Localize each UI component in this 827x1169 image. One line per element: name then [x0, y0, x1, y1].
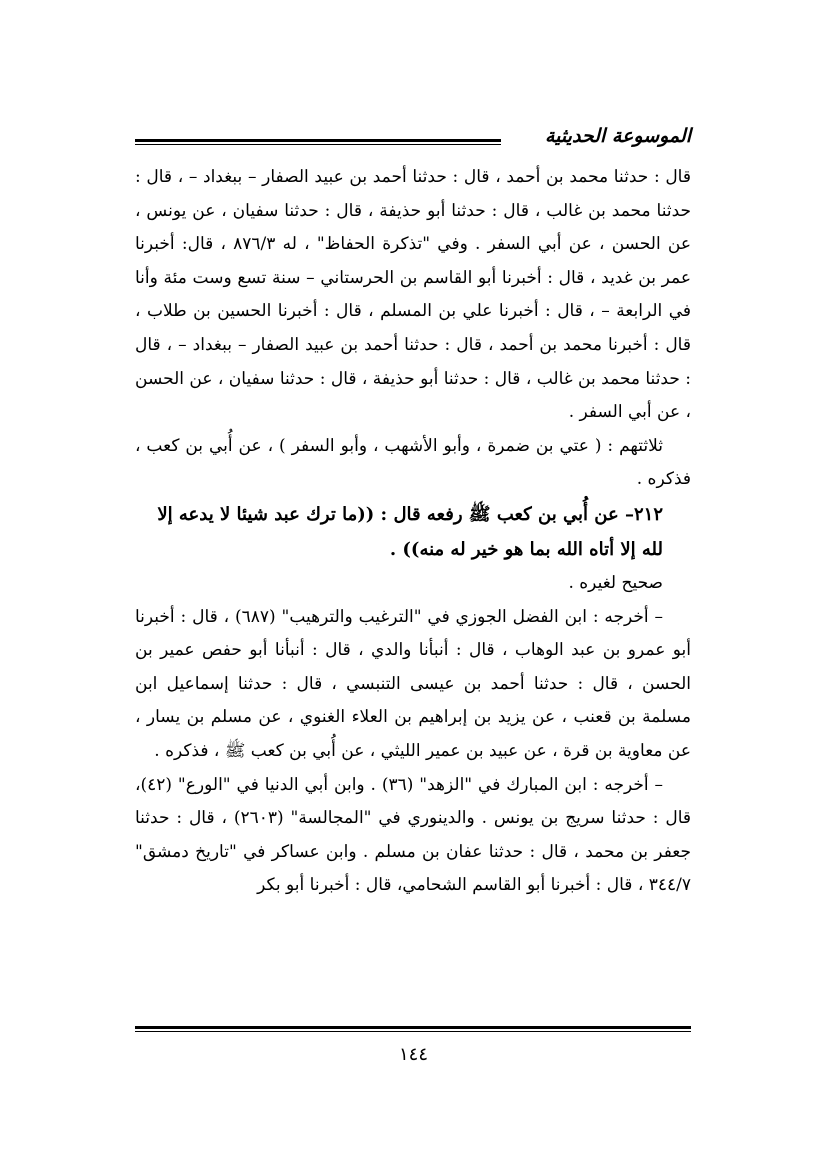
paragraph: – أخرجه : ابن المبارك في "الزهد" (٣٦) . وابن أبي الدنيا في "الورع" (٤٢)، قال : حدثنا سريج بن يونس . والدينوري في "المجالسة" (٢٦٠٣) ، قال : حدثنا جعفر بن محمد ، قال : حدثنا عفان بن مسلم . وابن عساكر في "تاريخ دمشق" ٣٤٤/٧ ، قال : أخبرنا أبو القاسم الشحامي، قال : أخبرنا أبو بكر [135, 774, 692, 896]
footer-rule [135, 1026, 691, 1032]
header-title: الموسوعة الحديثية [545, 125, 691, 147]
hadith-text-continued: لله إلا أتاه الله بما هو خير له منه)) . [389, 538, 663, 560]
page-number: ١٤٤ [398, 1044, 428, 1065]
hadith-text: ٢١٢– عن أُبي بن كعب ﷺ رفعه قال : ((ما ترك عبد شيئا لا يدعه إلا [157, 503, 663, 525]
paragraph: – أخرجه : ابن الفضل الجوزي في "الترغيب والترهيب" (٦٨٧) ، قال : أخبرنا أبو عمرو بن عبد الوهاب ، قال : أنبأنا والدي ، قال : أنبأنا أبو حفص عمير بن الحسن ، قال : حدثنا أحمد بن عيسى التنبسي ، قال : حدثنا إسماعيل ابن مسلمة بن قعنب ، عن يزيد بن إبراهيم بن العلاء الغنوي ، عن مسلم بن يسار ، عن معاوية بن قرة ، عن عبيد بن عمير الليثي ، عن أُبي بن كعب ﷺ ، فذكره . [135, 606, 691, 761]
grading: صحيح لغيره . [568, 572, 663, 593]
paragraph: ثلاثتهم : ( عتي بن ضمرة ، وأبو الأشهب ، وأبو السفر ) ، عن أُبي بن كعب ، فذكره . [135, 435, 691, 490]
header-rule [135, 139, 501, 145]
body-text [135, 161, 691, 903]
paragraph: قال : حدثنا محمد بن أحمد ، قال : حدثنا أحمد بن عبيد الصفار – ببغداد – ، قال : حدثنا محمد بن غالب ، قال : حدثنا أبو حذيفة ، قال : حدثنا سفيان ، عن يونس ، عن الحسن ، عن أبي السفر . وفي "تذكرة الحفاظ" ، له ٨٧٦/٣ ، قال: أخبرنا عمر بن غديد ، قال : أخبرنا أبو القاسم بن الحرستاني – سنة تسع وست مئة وأنا في الرابعة – ، قال : أخبرنا علي بن المسلم ، قال : أخبرنا الحسين بن طلاب ، قال : أخبرنا محمد بن أحمد ، قال : حدثنا أحمد بن عبيد الصفار – ببغداد – ، قال : حدثنا محمد بن غالب ، قال : حدثنا أبو حذيفة ، قال : حدثنا سفيان ، عن الحسن ، عن أبي السفر . [135, 167, 691, 423]
running-header [135, 125, 691, 159]
